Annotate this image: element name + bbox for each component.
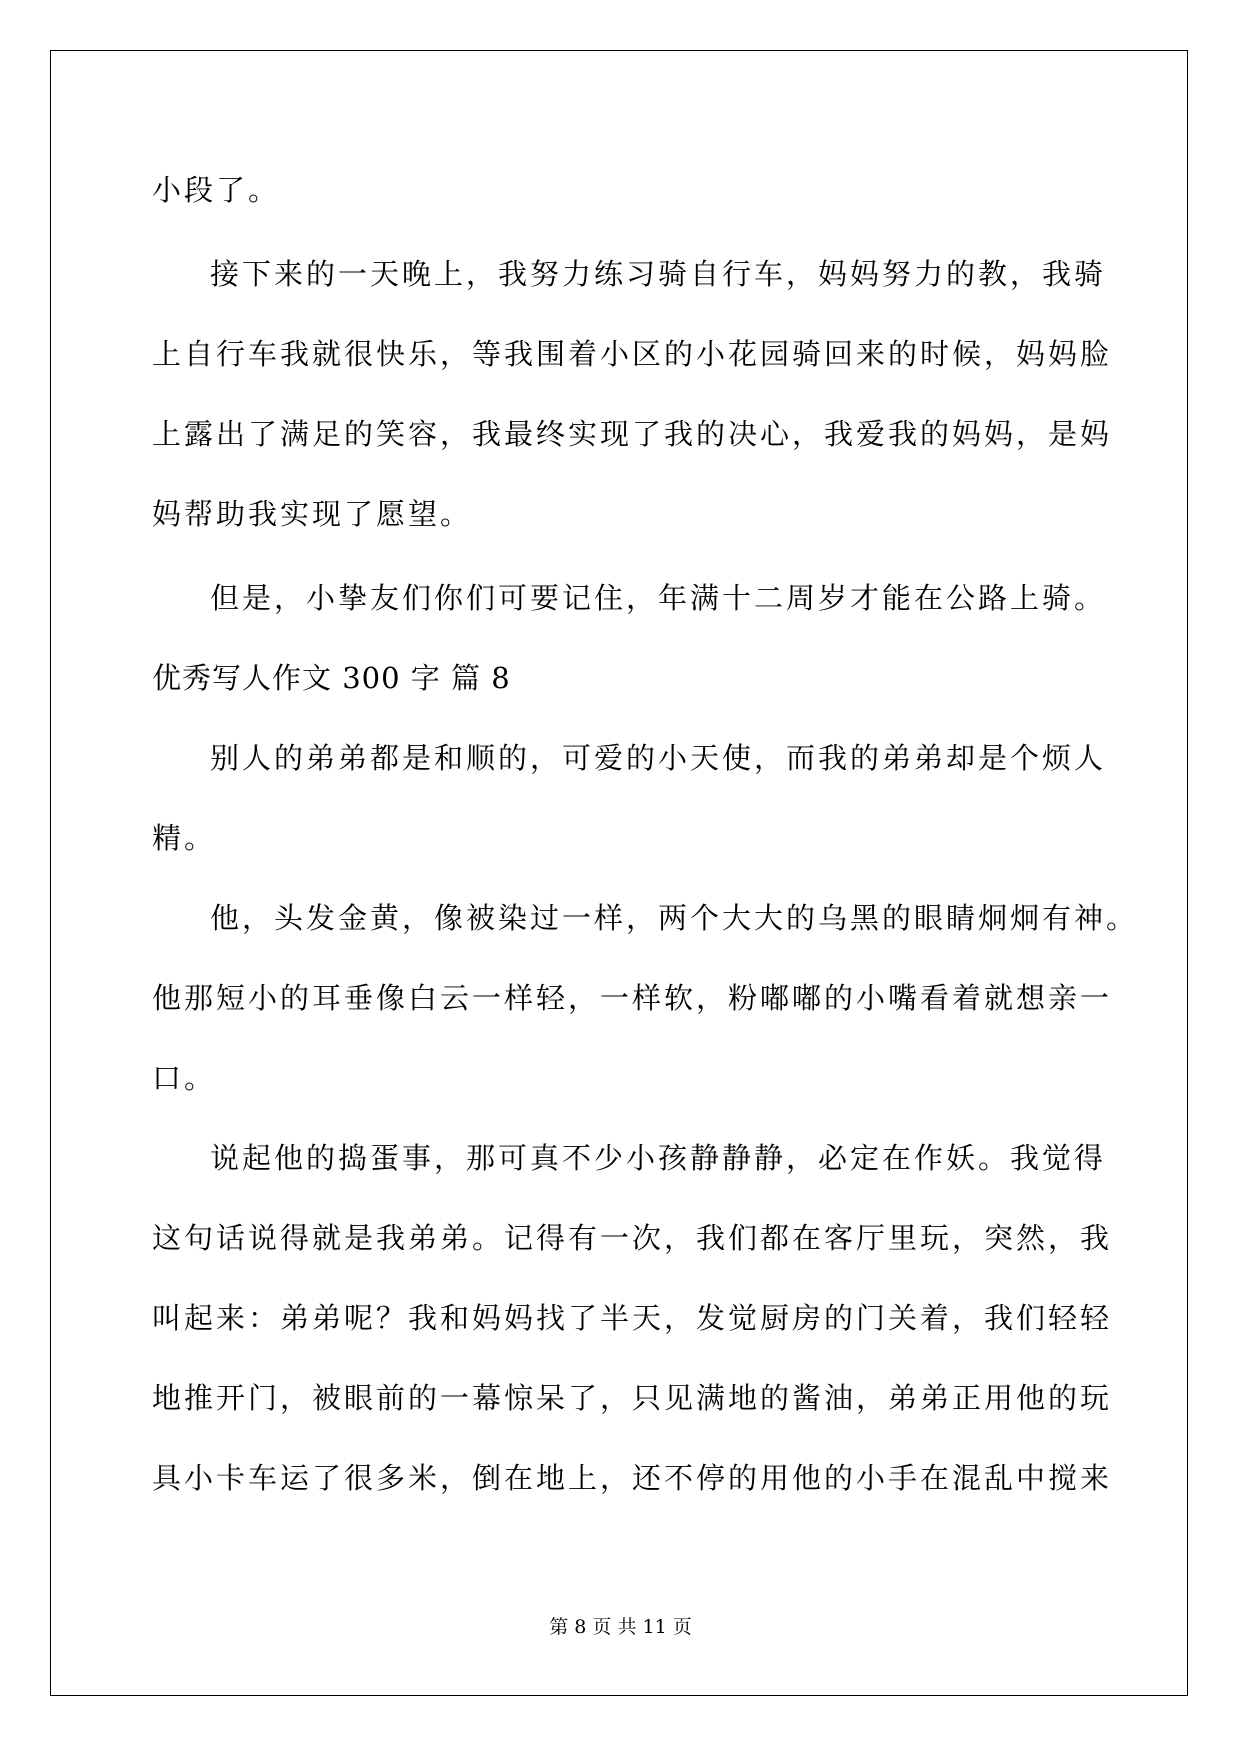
paragraph-line: 但是，小挚友们你们可要记住，年满十二周岁才能在公路上骑。 — [210, 581, 1107, 615]
page-border — [50, 50, 1188, 1696]
paragraph-line: 说起他的捣蛋事，那可真不少小孩静静静，必定在作妖。我觉得 — [210, 1141, 1107, 1175]
paragraph-line: 别人的弟弟都是和顺的，可爱的小天使，而我的弟弟却是个烦人 — [210, 741, 1107, 775]
paragraph-line: 他，头发金黄，像被染过一样，两个大大的乌黑的眼睛炯炯有神。 — [210, 901, 1139, 935]
page-number-footer: 第 8 页 共 11 页 — [549, 1616, 692, 1638]
text-line: 小段了。 — [152, 173, 281, 207]
text-line: 口。 — [152, 1061, 217, 1095]
text-line: 具小卡车运了很多米，倒在地上，还不停的用他的小手在混乱中搅来 — [152, 1461, 1113, 1495]
text-line: 上自行车我就很快乐，等我围着小区的小花园骑回来的时候，妈妈脸 — [152, 337, 1113, 371]
text-line: 地推开门，被眼前的一幕惊呆了，只见满地的酱油，弟弟正用他的玩 — [152, 1381, 1113, 1415]
text-line: 这句话说得就是我弟弟。记得有一次，我们都在客厅里玩，突然，我 — [152, 1221, 1113, 1255]
text-line: 妈帮助我实现了愿望。 — [152, 497, 473, 531]
paragraph-line: 接下来的一天晚上，我努力练习骑自行车，妈妈努力的教，我骑 — [210, 257, 1107, 291]
text-line: 叫起来：弟弟呢？我和妈妈找了半天，发觉厨房的门关着，我们轻轻 — [152, 1301, 1113, 1335]
section-heading: 优秀写人作文 300 字 篇 8 — [152, 661, 511, 695]
text-line: 精。 — [152, 821, 217, 855]
text-line: 上露出了满足的笑容，我最终实现了我的决心，我爱我的妈妈，是妈 — [152, 417, 1113, 451]
text-line: 他那短小的耳垂像白云一样轻，一样软，粉嘟嘟的小嘴看着就想亲一 — [152, 981, 1113, 1015]
